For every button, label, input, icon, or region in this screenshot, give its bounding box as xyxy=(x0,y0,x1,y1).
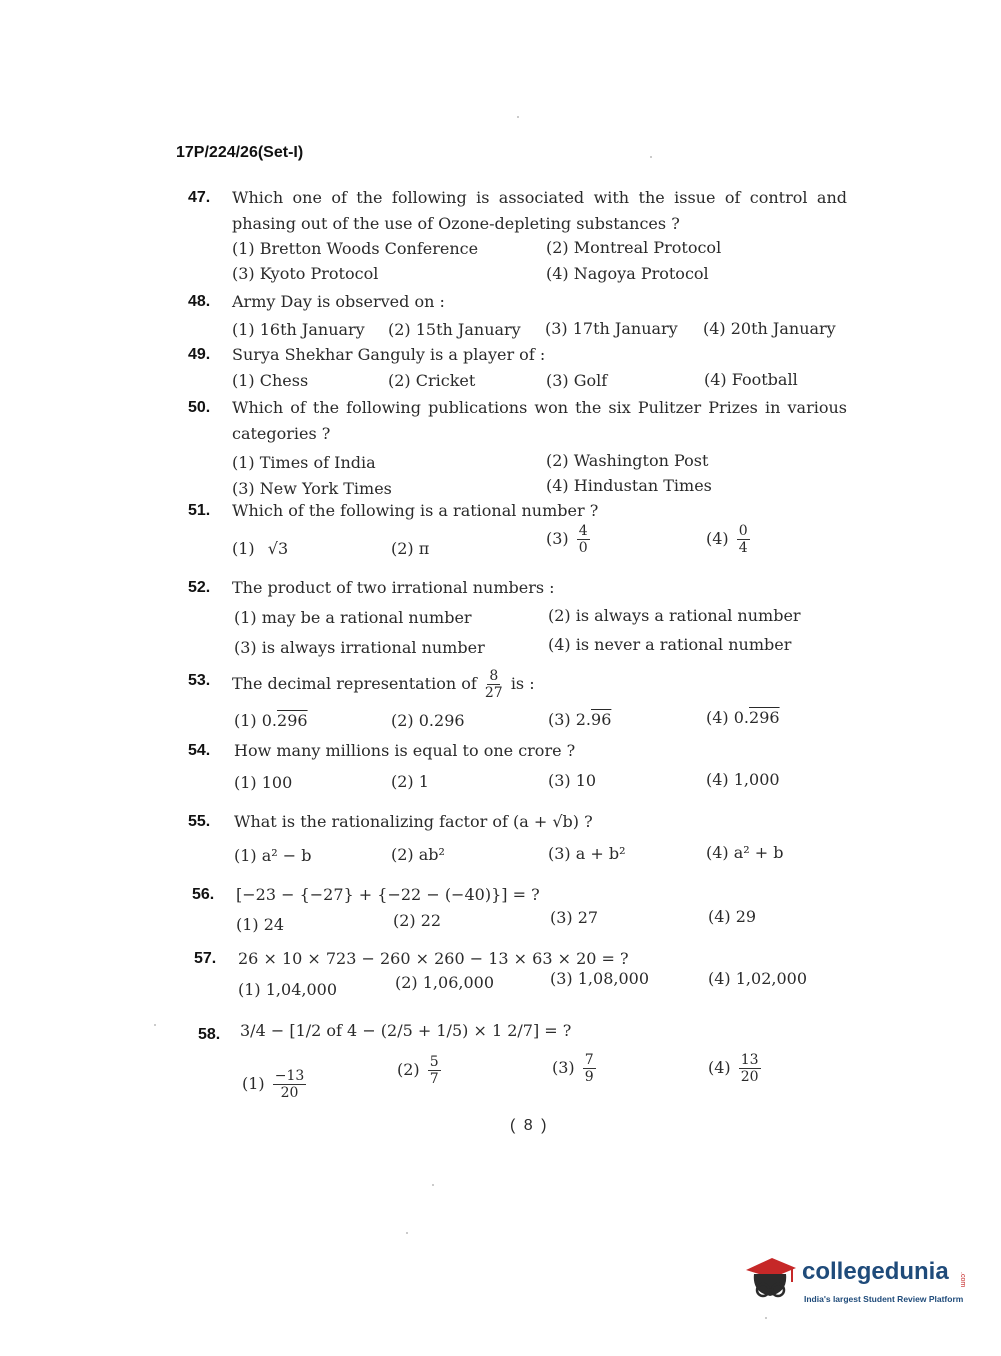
question-number: 53. xyxy=(188,672,211,689)
option-label: (3) xyxy=(546,529,569,548)
recurring-digits: 96 xyxy=(591,710,612,729)
option-1: (1) Chess xyxy=(232,371,309,390)
scan-speck xyxy=(517,116,519,118)
scan-speck xyxy=(406,1232,408,1234)
fraction xyxy=(273,1068,307,1101)
numerator: 4 xyxy=(578,523,588,539)
denominator: 0 xyxy=(578,540,588,556)
fraction xyxy=(577,523,590,556)
option-4: (4) 29 xyxy=(708,907,757,926)
option-2: (2) is always a rational number xyxy=(548,606,801,625)
option-4: (4) a² + b xyxy=(706,843,784,862)
option-2: (2) 22 xyxy=(393,911,442,930)
option-3: (3) a + b² xyxy=(548,844,626,863)
option-label: (3) xyxy=(552,1058,575,1077)
option-4 xyxy=(708,1052,764,1085)
denominator: 20 xyxy=(280,1085,299,1101)
option-3: (3) New York Times xyxy=(232,479,392,498)
option-1 xyxy=(232,536,288,562)
option-3: (3) 1,08,000 xyxy=(550,969,649,988)
option-2: (2) Montreal Protocol xyxy=(546,238,722,257)
option-label: (1) xyxy=(242,1074,265,1093)
option-label: (1) xyxy=(232,539,255,558)
sqrt-value: √3 xyxy=(267,539,289,558)
brand-com: .com xyxy=(959,1272,966,1288)
brand-tagline: India's largest Student Review Platform xyxy=(804,1294,964,1304)
numerator: −13 xyxy=(274,1068,305,1084)
question-text xyxy=(232,668,535,701)
numerator: 5 xyxy=(429,1054,439,1070)
scan-speck xyxy=(432,1184,434,1186)
option-4: (4) Nagoya Protocol xyxy=(546,264,709,283)
option-3: (3) 17th January xyxy=(545,319,678,338)
page-number: ( 8 ) xyxy=(510,1117,549,1134)
numerator: 8 xyxy=(489,668,499,684)
option-2: (2) 1,06,000 xyxy=(395,973,494,992)
option-1: (1) 1,04,000 xyxy=(238,980,337,999)
option-3 xyxy=(546,523,593,556)
option-2 xyxy=(397,1054,444,1087)
question-text-after: is : xyxy=(510,674,535,693)
question-text-before: The decimal representation of xyxy=(232,674,477,693)
fraction xyxy=(739,1052,761,1085)
scan-speck xyxy=(765,1317,767,1319)
option-1: (1) Bretton Woods Conference xyxy=(232,239,479,258)
question-number: 49. xyxy=(188,346,211,363)
option-3: (3) Golf xyxy=(546,371,608,390)
question-number: 52. xyxy=(188,579,211,596)
collegedunia-logo-icon xyxy=(742,1252,798,1308)
fraction xyxy=(583,1052,596,1085)
option-4 xyxy=(706,705,780,731)
question-text: 26 × 10 × 723 − 260 × 260 − 13 × 63 × 20 = ? xyxy=(238,949,629,968)
question-number: 54. xyxy=(188,742,211,759)
question-text: What is the rationalizing factor of (a + √b) ? xyxy=(234,812,593,831)
scan-speck xyxy=(154,1024,156,1026)
option-1 xyxy=(234,708,308,734)
question-number: 50. xyxy=(188,399,211,416)
question-text: [−23 − {−27} + {−22 − (−40)}] = ? xyxy=(236,885,540,904)
denominator: 4 xyxy=(738,540,748,556)
option-4: (4) is never a rational number xyxy=(548,635,792,654)
option-4: (4) 1,02,000 xyxy=(708,969,807,988)
numerator: 13 xyxy=(740,1052,759,1068)
option-3 xyxy=(552,1052,599,1085)
question-text: The product of two irrational numbers : xyxy=(232,578,555,597)
fraction xyxy=(737,523,750,556)
option-2: (2) 1 xyxy=(391,772,429,791)
numerator: 7 xyxy=(584,1052,594,1068)
option-2: (2) ab² xyxy=(391,845,445,864)
question-text: Which of the following publications won the six Pulitzer Prizes in various categories ? xyxy=(232,398,847,443)
denominator: 7 xyxy=(429,1071,439,1087)
option-text: (3) 2. xyxy=(548,710,592,729)
denominator: 9 xyxy=(584,1069,594,1085)
option-label: (4) xyxy=(708,1058,731,1077)
recurring-digits: 296 xyxy=(749,708,780,727)
question-text: How many millions is equal to one crore ? xyxy=(234,741,576,760)
paper-code: 17P/224/26(Set-I) xyxy=(176,144,304,161)
denominator: 27 xyxy=(484,685,503,701)
question-text: Which of the following is a rational number ? xyxy=(232,501,599,520)
option-3: (3) 27 xyxy=(550,908,599,927)
option-3 xyxy=(548,707,611,733)
option-4: (4) Football xyxy=(704,370,798,389)
option-4: (4) 1,000 xyxy=(706,770,780,789)
option-1: (1) 100 xyxy=(234,773,293,792)
option-3: (3) Kyoto Protocol xyxy=(232,264,379,283)
fraction xyxy=(485,668,503,701)
question-number: 56. xyxy=(192,886,215,903)
question-number: 57. xyxy=(194,950,217,967)
question-number: 51. xyxy=(188,502,211,519)
question-number: 48. xyxy=(188,293,211,310)
option-3: (3) is always irrational number xyxy=(234,638,485,657)
option-2: (2) 0.296 xyxy=(391,711,465,730)
question-text: Which one of the following is associated with the issue of control and phasing out of the use of Ozone-depleting substances ? xyxy=(232,188,847,233)
option-4: (4) Hindustan Times xyxy=(546,476,712,495)
numerator: 0 xyxy=(738,523,748,539)
option-1: (1) 24 xyxy=(236,915,285,934)
question-text: 3/4 − [1/2 of 4 − (2/5 + 1/5) × 1 2/7] = ? xyxy=(240,1021,572,1040)
brand-name: collegedunia xyxy=(802,1258,949,1285)
option-2: (2) 15th January xyxy=(388,320,521,339)
option-1: (1) 16th January xyxy=(232,320,365,339)
option-1: (1) may be a rational number xyxy=(234,608,472,627)
option-1: (1) a² − b xyxy=(234,846,312,865)
question-text: Surya Shekhar Ganguly is a player of : xyxy=(232,345,546,364)
scan-speck xyxy=(650,156,652,158)
recurring-digits: 296 xyxy=(277,711,308,730)
option-2: (2) π xyxy=(391,539,430,558)
option-1: (1) Times of India xyxy=(232,453,376,472)
fraction xyxy=(428,1054,441,1087)
option-label: (4) xyxy=(706,529,729,548)
option-2: (2) Washington Post xyxy=(546,451,709,470)
option-1 xyxy=(242,1068,309,1101)
option-3: (3) 10 xyxy=(548,771,597,790)
denominator: 20 xyxy=(740,1069,759,1085)
option-4 xyxy=(706,523,753,556)
question-number: 55. xyxy=(188,813,211,830)
option-text: (4) 0. xyxy=(706,708,750,727)
collegedunia-watermark xyxy=(742,1252,972,1314)
option-label: (2) xyxy=(397,1060,420,1079)
option-text: (1) 0. xyxy=(234,711,278,730)
question-number: 47. xyxy=(188,189,211,206)
question-number: 58. xyxy=(198,1026,221,1043)
question-text: Army Day is observed on : xyxy=(232,292,445,311)
option-4: (4) 20th January xyxy=(703,319,836,338)
option-2: (2) Cricket xyxy=(388,371,476,390)
